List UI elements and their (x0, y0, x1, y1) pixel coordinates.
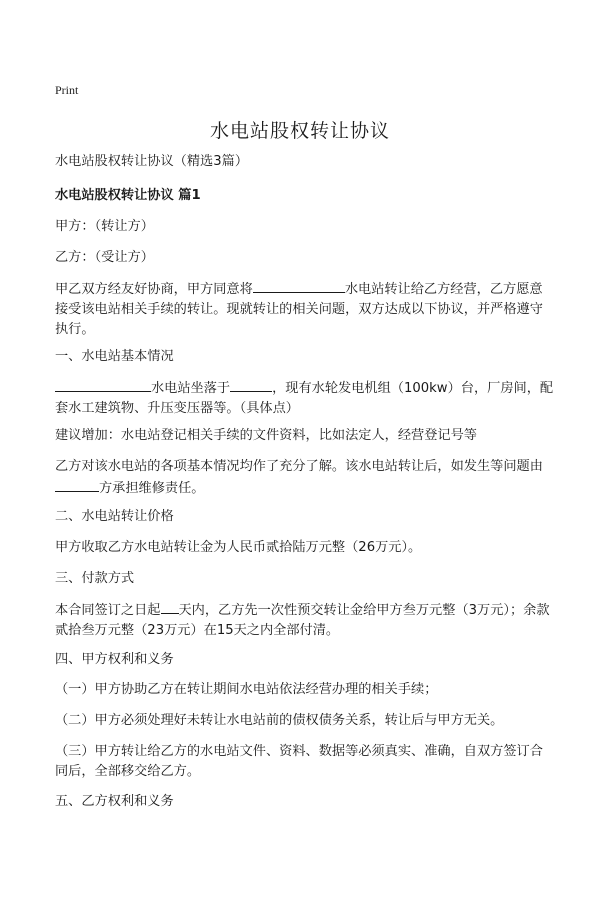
heading-payment: 三、付款方式 (55, 571, 135, 586)
intro-text-start: 甲乙双方经友好协商，甲方同意将 (55, 282, 253, 297)
clause-3: （三）甲方转让给乙方的水电站文件、资料、数据等必须真实、准确，自双方签订合同后，全部移交给乙方。 (55, 744, 543, 779)
payment-text-end: 天内，乙方先一次性预交转让金给甲方叁万元整（3万元）；余款贰拾叁万元整（23万元）在15天之内全部付清。 (55, 603, 550, 638)
party-b-line: 乙方：（受让方） (55, 250, 154, 265)
payment-text-start: 本合同签订之日起 (55, 603, 161, 618)
payment-paragraph (55, 599, 555, 641)
understanding-text-start: 乙方对该水电站的各项基本情况均作了充分了解。该水电站转让后，如发生等问题由 (55, 459, 543, 474)
location-blank (230, 377, 272, 392)
station-name-blank (55, 377, 151, 392)
days-blank (161, 599, 179, 614)
party-a-line: 甲方：（转让方） (55, 219, 154, 234)
heading-party-b-rights: 五、乙方权利和义务 (55, 794, 174, 809)
intro-blank (253, 278, 345, 293)
intro-paragraph (55, 278, 555, 340)
document-subtitle: 水电站股权转让协议（精选3篇） (55, 154, 249, 169)
heading-basic-info: 一、水电站基本情况 (55, 349, 174, 364)
basic-info-text-end: ，现有水轮发电机组（100kw）台，厂房间，配套水工建筑物、升压变压器等。（具体点） (55, 381, 554, 416)
intro-text-end: 水电站转让给乙方经营，乙方愿意接受该电站相关手续的转让。现就转让的相关问题，双方达成以下协议，并严格遵守执行。 (55, 282, 543, 337)
heading-party-a-rights: 四、甲方权利和义务 (55, 652, 174, 667)
understanding-text-end: 方承担维修责任。 (99, 481, 205, 496)
basic-info-paragraph (55, 377, 555, 419)
clause-2: （二）甲方必须处理好未转让水电站前的债权债务关系，转让后与甲方无关。 (55, 713, 504, 728)
heading-price: 二、水电站转让价格 (55, 509, 174, 524)
price-paragraph: 甲方收取乙方水电站转让金为人民币贰拾陆万元整（26万元）。 (55, 540, 422, 555)
clause-1: （一）甲方协助乙方在转让期间水电站依法经营办理的相关手续； (55, 682, 438, 697)
responsible-party-blank (55, 477, 99, 492)
print-link[interactable]: Print (55, 83, 79, 97)
page-title: 水电站股权转让协议 (209, 120, 390, 142)
basic-info-text-start: 水电站坐落于 (151, 381, 231, 396)
section-heading: 水电站股权转让协议 篇1 (55, 188, 201, 203)
understanding-paragraph (55, 457, 555, 499)
suggestion-paragraph: 建议增加：水电站登记相关手续的文件资料，比如法定人，经营登记号等 (55, 428, 477, 443)
